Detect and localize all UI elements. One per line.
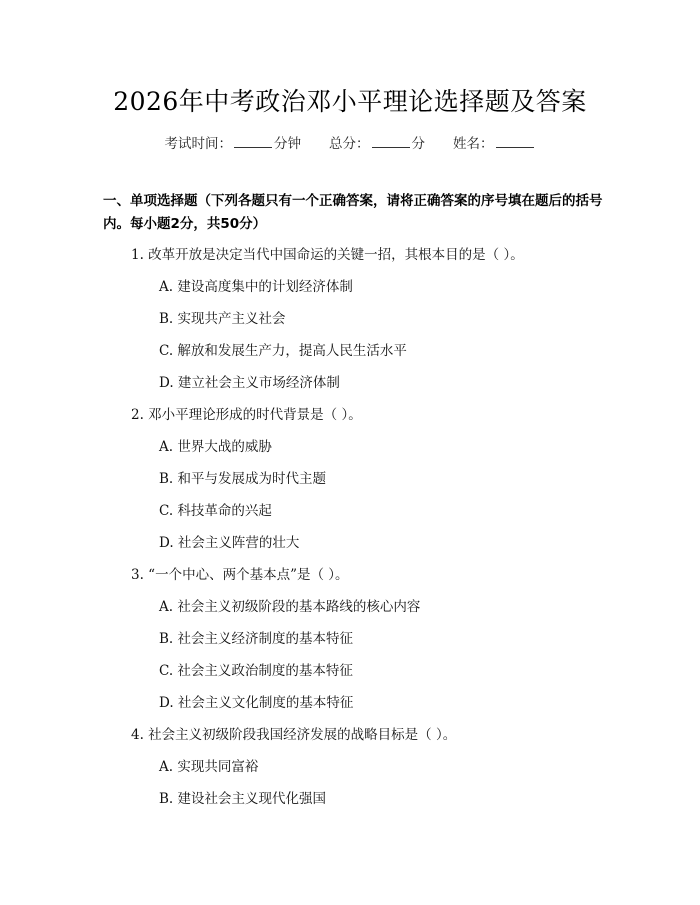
option-a: A. 世界大战的威胁 [159, 439, 272, 455]
question-stem: 4. 社会主义初级阶段我国经济发展的战略目标是（ ）。 [131, 727, 457, 743]
option-b: B. 实现共产主义社会 [159, 311, 286, 327]
option-a: A. 实现共同富裕 [159, 759, 259, 775]
question-stem: 1. 改革开放是决定当代中国命运的关键一招，其根本目的是（ ）。 [131, 247, 524, 263]
section-heading: 一、单项选择题（下列各题只有一个正确答案，请将正确答案的序号填在题后的括号内。每小题2分，共50分） [103, 193, 603, 232]
time-label: 考试时间： [164, 136, 232, 152]
name-label: 姓名： [453, 136, 494, 152]
time-unit: 分钟 [274, 136, 301, 152]
exam-info-line [0, 132, 700, 152]
option-c: C. 科技革命的兴起 [159, 503, 272, 519]
option-b: B. 和平与发展成为时代主题 [159, 471, 327, 487]
name-blank [496, 135, 534, 148]
option-d: D. 社会主义文化制度的基本特征 [159, 695, 354, 711]
score-label: 总分： [329, 136, 370, 152]
time-blank [234, 135, 272, 148]
option-c: C. 解放和发展生产力，提高人民生活水平 [159, 343, 407, 359]
question-stem: 3. “一个中心、两个基本点”是（ ）。 [131, 567, 349, 583]
page-title: 2026年中考政治邓小平理论选择题及答案 [113, 87, 587, 116]
option-a: A. 建设高度集中的计划经济体制 [159, 279, 353, 295]
option-c: C. 社会主义政治制度的基本特征 [159, 663, 353, 679]
option-d: D. 建立社会主义市场经济体制 [159, 375, 340, 391]
option-b: B. 建设社会主义现代化强国 [159, 791, 327, 807]
option-b: B. 社会主义经济制度的基本特征 [159, 631, 354, 647]
option-a: A. 社会主义初级阶段的基本路线的核心内容 [159, 599, 421, 615]
score-blank [372, 135, 410, 148]
score-unit: 分 [411, 136, 425, 152]
question-stem: 2. 邓小平理论形成的时代背景是（ ）。 [131, 407, 362, 423]
option-d: D. 社会主义阵营的壮大 [159, 535, 300, 551]
